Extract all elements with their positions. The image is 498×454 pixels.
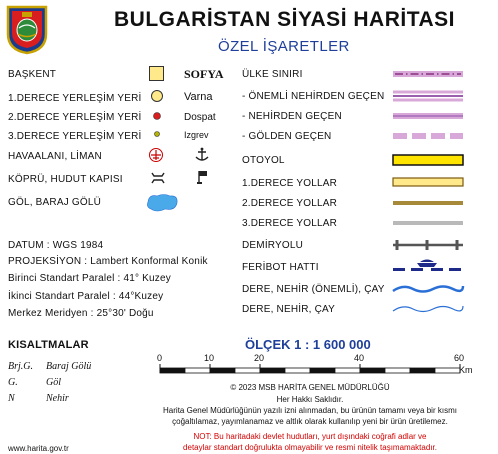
scale-segment <box>210 368 235 373</box>
scale-segment <box>185 368 210 373</box>
scale-segment <box>310 368 335 373</box>
settlement-2-dot-icon <box>153 112 163 122</box>
abbr-g-meaning: Göl <box>46 377 61 388</box>
scale-segment <box>160 368 185 373</box>
website-link[interactable]: www.harita.gov.tr <box>8 444 69 453</box>
legend-label-major-stream: DERE, NEHİR (ÖNEMLİ), ÇAY <box>242 284 385 295</box>
central-meridian-text: Merkez Meridyen : 25°30' Doğu <box>8 308 154 319</box>
scale-segment <box>260 368 285 373</box>
road-2-line-symbol <box>393 199 463 207</box>
major-stream-line-symbol <box>393 283 463 295</box>
warning-line-2: detaylar standart doğrulukta olmayabilir ve resmi nitelik taşımamaktadır. <box>183 443 437 452</box>
scale-tick-label: 20 <box>254 353 265 363</box>
highway-line-symbol <box>393 154 463 166</box>
legend-subtitle: ÖZEL İŞARETLER <box>218 38 350 55</box>
legend-label-ferry: FERİBOT HATTI <box>242 262 319 273</box>
emblem-logo <box>5 4 49 54</box>
scale-tick-label: 0 <box>157 353 163 363</box>
legend-label-airport-port: HAVAALANI, LİMAN <box>8 151 102 162</box>
warning-line-1: NOT: Bu haritadaki devlet hudutları, yurt dışındaki coğrafi adlar ve <box>193 432 427 441</box>
copyright-text: © 2023 MSB HARİTA GENEL MÜDÜRLÜĞÜ <box>230 383 390 392</box>
ferry-line-symbol <box>393 256 463 272</box>
scale-segment <box>235 368 260 373</box>
projection-text: PROJEKSİYON : Lambert Konformal Konik <box>8 256 208 267</box>
road-1-line-symbol <box>393 177 463 187</box>
abbreviations-heading: KISALTMALAR <box>8 339 89 351</box>
scale-segment <box>360 368 385 373</box>
abbr-n: N <box>8 393 15 404</box>
settlement-1-circle-icon <box>151 90 165 104</box>
legend-label-country-border: ÜLKE SINIRI <box>242 69 303 80</box>
railway-line-symbol <box>393 239 463 251</box>
scale-unit: Km <box>459 365 473 375</box>
legend-label-settlement-1: 1.DERECE YERLEŞİM YERİ <box>8 93 142 104</box>
scale-segment <box>285 368 310 373</box>
border-major-river-line-symbol <box>393 90 463 102</box>
lake-icon <box>145 192 181 214</box>
legend-label-highway: OTOYOL <box>242 155 285 166</box>
map-title: BULGARİSTAN SİYASİ HARİTASI <box>114 8 455 31</box>
legend-label-road-1: 1.DERECE YOLLAR <box>242 178 338 189</box>
scale-tick-label: 40 <box>354 353 365 363</box>
legend-label-capital: BAŞKENT <box>8 69 57 80</box>
rights-text: Her Hakkı Saklıdır. <box>276 395 344 404</box>
legend-label-border-lake: - GÖLDEN GEÇEN <box>242 131 332 142</box>
legend-label-stream: DERE, NEHİR, ÇAY <box>242 304 336 315</box>
legend-label-road-2: 2.DERECE YOLLAR <box>242 198 338 209</box>
legend-label-lake-dam: GÖL, BARAJ GÖLÜ <box>8 197 102 208</box>
scale-segment <box>410 368 435 373</box>
airport-icon <box>149 148 165 164</box>
settlement-3-example-izgrev: Izgrev <box>184 130 209 140</box>
datum-text: DATUM : WGS 1984 <box>8 240 104 251</box>
legend-label-road-3: 3.DERECE YOLLAR <box>242 218 338 229</box>
bridge-icon <box>150 171 168 185</box>
settlement-2-example-dospat: Dospat <box>184 112 216 123</box>
capital-example-sofya: SOFYA <box>184 67 224 81</box>
road-3-line-symbol <box>393 219 463 227</box>
legend-label-bridge-border: KÖPRÜ, HUDUT KAPISI <box>8 174 123 185</box>
border-river-line-symbol <box>393 111 463 121</box>
scale-segment <box>335 368 360 373</box>
legend-label-border-river: - NEHİRDEN GEÇEN <box>242 111 342 122</box>
first-parallel-text: Birinci Standart Paralel : 41° Kuzey <box>8 273 171 284</box>
legend-label-border-major-river: - ÖNEMLİ NEHİRDEN GEÇEN <box>242 91 385 102</box>
abbr-brj-g: Brj.G. <box>8 361 33 372</box>
scale-bar <box>155 364 465 378</box>
scale-tick-label: 10 <box>204 353 215 363</box>
settlement-1-example-varna: Varna <box>184 91 213 103</box>
legend-label-settlement-3: 3.DERECE YERLEŞİM YERİ <box>8 131 142 142</box>
anchor-icon <box>194 147 210 163</box>
abbr-n-meaning: Nehir <box>46 393 69 404</box>
legend-label-settlement-2: 2.DERECE YERLEŞİM YERİ <box>8 112 142 123</box>
country-border-line-symbol <box>393 69 463 79</box>
legend-label-railway: DEMİRYOLU <box>242 240 304 251</box>
border-gate-flag-icon <box>196 169 210 185</box>
notice-line-2: çoğaltılamaz, yayımlanamaz ve altlık olarak kullanılıp yeni bir ürün üretilemez. <box>172 417 448 426</box>
scale-tick-label: 60 <box>454 353 465 363</box>
scale-label: ÖLÇEK 1 : 1 600 000 <box>245 337 371 352</box>
settlement-3-dot-icon <box>154 131 164 141</box>
border-lake-line-symbol <box>393 131 463 141</box>
stream-line-symbol <box>393 303 463 315</box>
scale-segment <box>435 368 460 373</box>
abbr-g: G. <box>8 377 18 388</box>
abbr-brj-g-meaning: Baraj Gölü <box>46 361 92 372</box>
capital-square-icon <box>149 66 165 82</box>
scale-segment <box>385 368 410 373</box>
notice-line-1: Harita Genel Müdürlüğünün yazılı izni alınmadan, bu ürünün tamamı veya bir kısmı <box>163 406 457 415</box>
second-parallel-text: İkinci Standart Paralel : 44°Kuzey <box>8 291 164 302</box>
